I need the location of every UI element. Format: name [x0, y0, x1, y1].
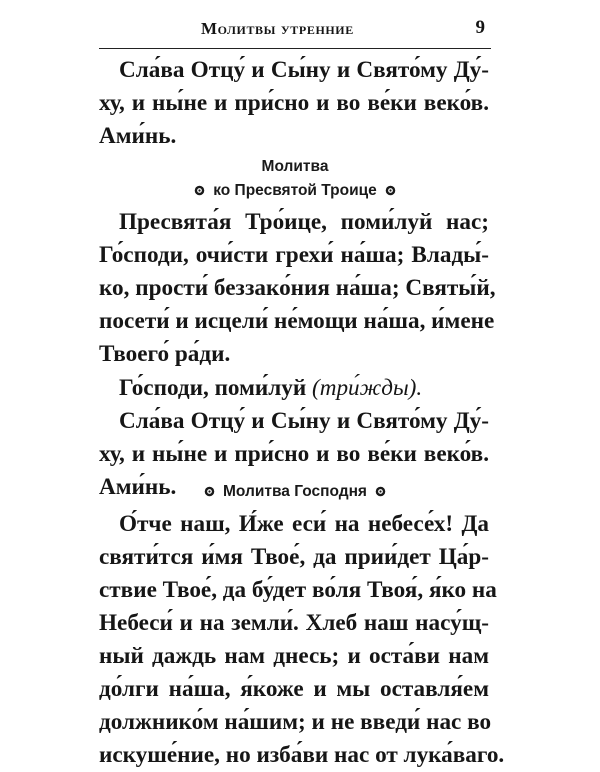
text-line: ный даждь нам днесь; и оста́ви нам	[99, 643, 489, 669]
heading-line-with-ornaments	[99, 179, 491, 203]
heading-line: Молитва Господня	[223, 483, 367, 500]
rosette-ornament-icon	[385, 185, 396, 196]
text-line: до́лги на́ша, я́коже и мы оставля́ем	[99, 676, 489, 702]
section-heading-lords-prayer	[99, 480, 491, 504]
text-line: Небеси́ и на земли́. Хлеб наш насу́щ-	[99, 610, 489, 636]
text-line	[99, 372, 489, 405]
text-line: искуше́ние, но изба́ви нас от лука́ваго.	[99, 742, 505, 768]
text-line: Сла́ва Отцу́ и Сы́ну и Свято́му Ду́-	[119, 408, 489, 434]
text-line: Пресвята́я Тро́ице, поми́луй нас;	[119, 209, 489, 235]
page-number: 9	[475, 17, 485, 38]
heading-line: ко Пресвятой Троице	[213, 182, 377, 199]
text-line: Ами́нь.	[99, 474, 177, 500]
text-line: Сла́ва Отцу́ и Сы́ну и Свято́му Ду́-	[119, 57, 489, 83]
text-line: Ами́нь.	[99, 123, 177, 149]
rosette-ornament-icon	[194, 185, 205, 196]
rosette-ornament-icon	[204, 486, 215, 497]
rubric-note: (три́жды).	[312, 375, 423, 401]
section-heading-trinity	[99, 155, 491, 203]
text-line: ху, и ны́не и при́сно и во ве́ки веко́в.	[99, 90, 489, 116]
text-line: ко, прости́ беззако́ния на́ша; Святы́й,	[99, 275, 496, 301]
trinity-prayer-paragraph	[99, 206, 496, 371]
rosette-ornament-icon	[375, 486, 386, 497]
text-line: ствие Твое́, да бу́дет во́ля Твоя́, я́ко на	[99, 577, 497, 603]
text-line: Го́споди, очи́сти грехи́ на́ша; Влады́-	[99, 242, 489, 268]
text-line: посети́ и исцели́ не́мощи на́ша, и́мене	[99, 308, 495, 334]
running-title: Молитвы утренние	[201, 19, 354, 38]
heading-line: Молитва	[261, 158, 329, 175]
lords-prayer-paragraph	[99, 508, 505, 772]
text-line: святи́тся и́мя Твое́, да прии́дет Ца́р-	[99, 544, 489, 570]
text-line: О́тче наш, И́же еси́ на небесе́х! Да	[119, 511, 489, 537]
kyrie-line	[99, 372, 489, 405]
text-line: должнико́м на́шим; и не введи́ нас во	[99, 709, 492, 735]
page-header	[99, 18, 491, 49]
text-line: Твоего́ ра́ди.	[99, 341, 231, 367]
text-line: ху, и ны́не и при́сно и во ве́ки веко́в.	[99, 441, 489, 467]
glory-be-paragraph	[99, 54, 489, 153]
kyrie-text: Го́споди, поми́луй	[119, 375, 307, 401]
